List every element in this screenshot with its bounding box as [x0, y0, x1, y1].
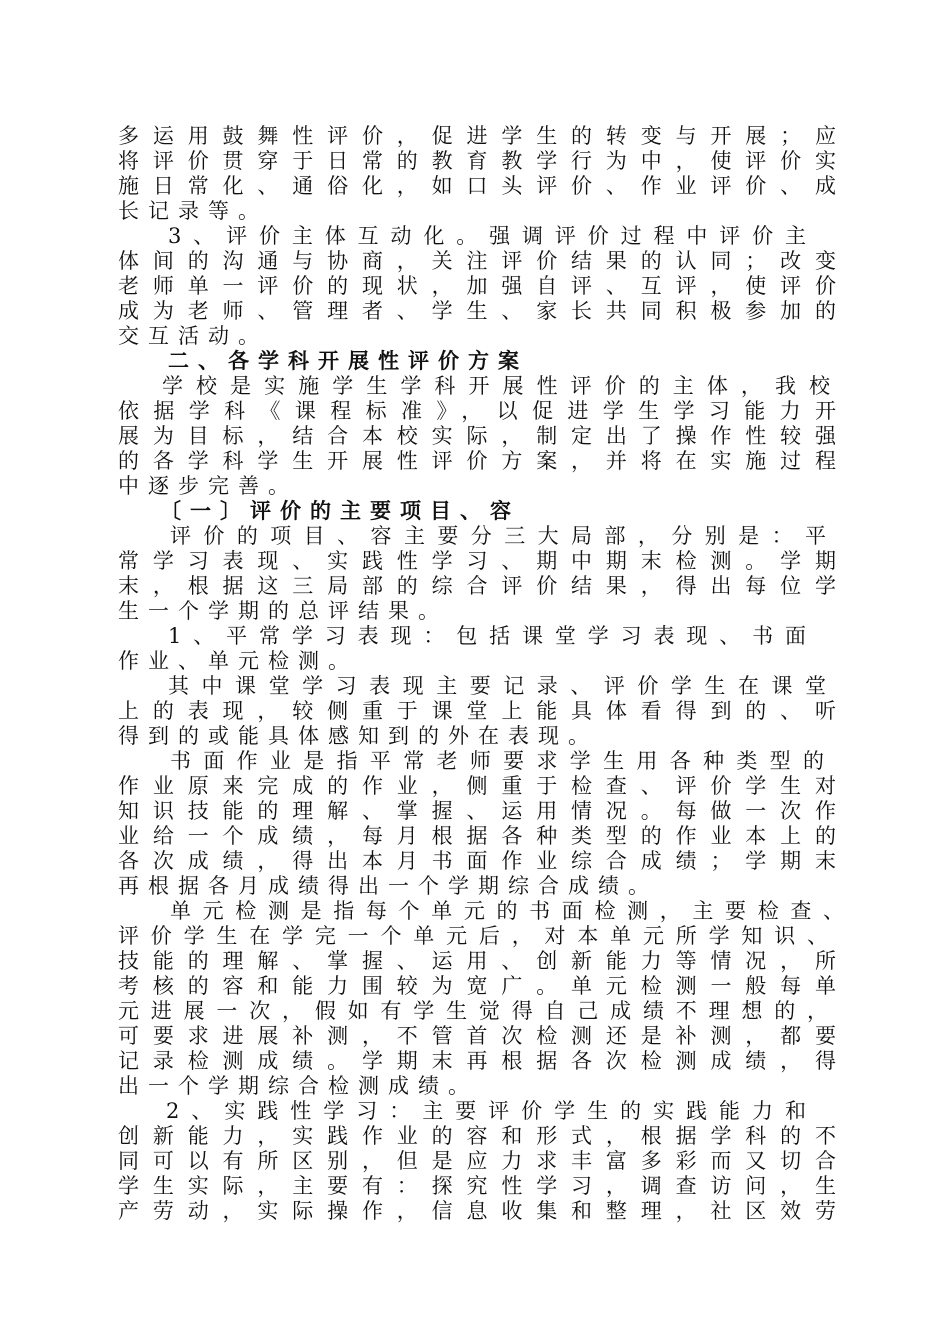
text-line: 产劳动，实际操作，信息收集和整理，社区效劳 [118, 1199, 838, 1223]
text-line: 的各学科学生开展性评价方案，并将在实施过程 [118, 449, 838, 473]
text-line: 生一个学期的总评结果。 [118, 599, 448, 623]
text-line: 施日常化、通俗化，如口头评价、作业评价、成 [118, 174, 838, 198]
section-heading: 二、各学科开展性评价方案 [168, 348, 528, 373]
text-line: 同可以有所区别，但是应力求丰富多彩而又切合 [118, 1149, 838, 1173]
text-line: 其中课堂学习表现主要记录、评价学生在课堂 [168, 674, 828, 698]
text-line: 创新能力，实践作业的容和形式，根据学科的不 [118, 1124, 838, 1148]
text-line: 将评价贯穿于日常的教育教学行为中，使评价实 [118, 149, 838, 173]
text-line: 交互活动。 [118, 324, 268, 348]
text-line: 中逐步完善。 [118, 474, 298, 498]
text-line: 评价学生在学完一个单元后，对本单元所学知识、 [118, 924, 830, 948]
subsection-heading: 〔一〕评价的主要项目、容 [160, 498, 520, 523]
text-line: 展为目标，结合本校实际，制定出了操作性较强 [118, 424, 838, 448]
text-line: 得到的或能具体感知到的外在表现。 [118, 724, 598, 748]
text-line: 记录检测成绩。学期末再根据各次检测成绩，得 [118, 1049, 838, 1073]
text-line: 学生实际，主要有：探究性学习，调查访问，生 [118, 1174, 838, 1198]
text-line: 业给一个成绩，每月根据各种类型的作业本上的 [118, 824, 838, 848]
text-line: 常学习表现、实践性学习、期中期末检测。学期 [118, 549, 838, 573]
text-line: 体间的沟通与协商，关注评价结果的认同；改变 [118, 249, 838, 273]
text-line: 末，根据这三局部的综合评价结果，得出每位学 [118, 574, 838, 598]
text-line: 出一个学期综合检测成绩。 [118, 1074, 478, 1098]
text-line: 再根据各月成绩得出一个学期综合成绩。 [118, 874, 658, 898]
text-line: 单元检测是指每个单元的书面检测，主要检查、 [170, 899, 846, 923]
text-line: 1、平常学习表现：包括课堂学习表现、书面 [168, 624, 808, 648]
text-line: 考核的容和能力围较为宽广。单元检测一般每单 [118, 974, 838, 998]
text-line: 书面作业是指平常老师要求学生用各种类型的 [170, 749, 826, 773]
text-line: 评价的项目、容主要分三大局部，分别是：平 [170, 524, 828, 548]
text-line: 成为老师、管理者、学生、家长共同积极参加的 [118, 299, 838, 323]
text-line: 技能的理解、掌握、运用、创新能力等情况，所 [118, 949, 838, 973]
text-line: 上的表现，较侧重于课堂上能具体看得到的、听 [118, 699, 838, 723]
text-line: 3、评价主体互动化。强调评价过程中评价主 [168, 224, 808, 248]
text-line: 元进展一次，假如有学生觉得自己成绩不理想的， [118, 999, 830, 1023]
text-line: 各次成绩，得出本月书面作业综合成绩；学期末 [118, 849, 838, 873]
text-line: 作业原来完成的作业，侧重于检查、评价学生对 [118, 774, 838, 798]
text-line: 老师单一评价的现状，加强自评、互评，使评价 [118, 274, 838, 298]
text-line: 知识技能的理解、掌握、运用情况。每做一次作 [118, 799, 838, 823]
text-line: 2、实践性学习：主要评价学生的实践能力和 [166, 1099, 808, 1123]
text-line: 学校是实施学生学科开展性评价的主体，我校 [162, 374, 832, 398]
text-line: 依据学科《课程标准》，以促进学生学习能力开 [118, 399, 838, 423]
text-line: 可要求进展补测，不管首次检测还是补测，都要 [118, 1024, 838, 1048]
text-line: 多运用鼓舞性评价，促进学生的转变与开展；应 [118, 124, 838, 148]
text-line: 长记录等。 [118, 199, 268, 223]
text-line: 作业、单元检测。 [118, 649, 358, 673]
